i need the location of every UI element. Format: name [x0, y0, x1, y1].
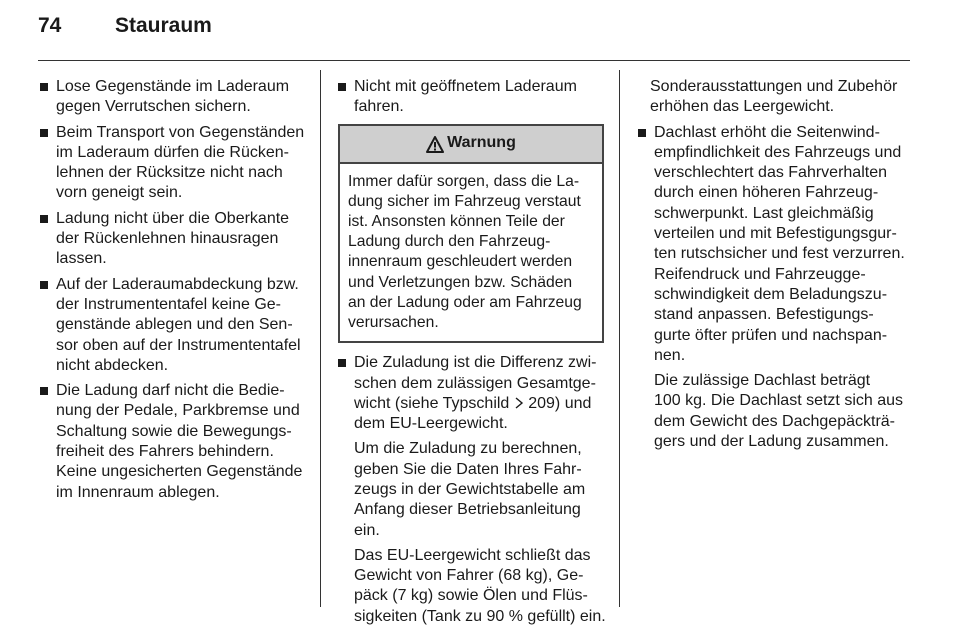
text-line: innenraum geschleudert werden: [348, 253, 573, 271]
page-reference-link[interactable]: 209) und: [523, 394, 592, 412]
paragraph: [636, 371, 916, 452]
text-line: verschlechtert das Fahrverhalten: [654, 164, 887, 182]
bullet-square: [40, 83, 48, 91]
paragraph: [336, 546, 608, 627]
text-line: lassen.: [56, 250, 107, 268]
text-line: dung sicher im Fahrzeug verstaut: [348, 192, 581, 210]
text-line: verteilen und mit Befestigungsgur-: [654, 225, 897, 243]
column-1: [38, 77, 308, 508]
text-line: geben Sie die Daten Ihres Fahr-: [354, 460, 582, 478]
text-line: dem Gewicht des Dachgepäckträ-: [654, 412, 895, 430]
text-line: Nicht mit geöffnetem Laderaum: [354, 78, 577, 95]
list-item: [38, 275, 308, 376]
page-title: Stauraum: [115, 14, 212, 37]
text-line: im Innenraum ablegen.: [56, 483, 220, 501]
text-line: nen.: [654, 346, 686, 364]
text-line: sigkeiten (Tank zu 90 % gefüllt) ein.: [354, 607, 606, 625]
text-line: gers und der Ladung zusammen.: [654, 433, 889, 451]
text-line: päck (7 kg) sowie Ölen und Flüs-: [354, 587, 588, 605]
text-line: erhöhen das Leergewicht.: [650, 98, 835, 116]
text-line: an der Ladung oder am Fahrzeug: [348, 293, 582, 311]
list-item: [336, 77, 608, 118]
list-item: [38, 381, 308, 503]
page-number: 74: [38, 14, 62, 37]
bullet-square: [338, 83, 346, 91]
warning-body: [340, 164, 602, 342]
column-2: [336, 77, 608, 632]
column-3: [636, 77, 916, 457]
text-line: 100 kg. Die Dachlast setzt sich aus: [654, 392, 904, 410]
text-segment: wicht (siehe Typschild: [354, 394, 514, 412]
text-line: ein.: [354, 521, 380, 539]
text-line: schwerpunkt. Last gleichmäßig: [654, 204, 874, 222]
text-line: Keine ungesicherten Gegenstände: [56, 463, 303, 481]
list-item: [636, 123, 916, 367]
text-line: [354, 394, 608, 414]
header-divider: [38, 60, 910, 61]
text-line: Beim Transport von Gegenständen: [56, 123, 305, 141]
text-line: Immer dafür sorgen, dass die La-: [348, 172, 580, 190]
text-line: ten rutschsicher und fest verzurren.: [654, 245, 905, 263]
text-line: verursachen.: [348, 314, 439, 332]
warning-box: [338, 124, 604, 344]
text-line: genstände ablegen und den Sen-: [56, 316, 293, 334]
text-line: gurte öfter prüfen und nachspan-: [654, 326, 888, 344]
bullet-square: [40, 215, 48, 223]
text-line: ist. Ansonsten können Teile der: [348, 213, 565, 230]
text-line: und Verletzungen bzw. Schäden: [348, 273, 573, 291]
column-divider-2: [619, 70, 620, 607]
text-line: gegen Verrutschen sichern.: [56, 98, 251, 116]
text-line: Dachlast erhöht die Seitenwind-: [654, 123, 880, 141]
text-line: Lose Gegenstände im Laderaum: [56, 78, 290, 95]
text-line: stand anpassen. Befestigungs-: [654, 306, 874, 324]
text-line: Die Ladung darf nicht die Bedie-: [56, 382, 285, 400]
text-line: Die zulässige Dachlast beträgt: [654, 372, 871, 390]
text-line: schwindigkeit dem Beladungszu-: [654, 285, 888, 303]
text-line: Gewicht von Fahrer (68 kg), Ge-: [354, 567, 584, 585]
text-line: lehnen der Rücksitze nicht nach: [56, 164, 283, 182]
text-line: zeugs in der Gewichtstabelle am: [354, 481, 586, 498]
bullet-square: [338, 359, 346, 367]
text-line: sor oben auf der Instrumententafel: [56, 336, 301, 354]
paragraph: [336, 439, 608, 540]
warning-triangle-icon: [426, 136, 444, 153]
text-line: der Rückenlehnen hinausragen: [56, 230, 279, 248]
text-line: Sonderausstattungen und Zubehör: [650, 78, 898, 95]
text-line: vorn geneigt sein.: [56, 184, 183, 202]
text-line: empfindlichkeit des Fahrzeugs und: [654, 143, 902, 161]
list-item: [38, 123, 308, 204]
paragraph: [636, 77, 916, 118]
warning-header: [340, 126, 602, 164]
text-line: Reifendruck und Fahrzeugge-: [654, 265, 866, 283]
text-line: der Instrumententafel keine Ge-: [56, 295, 282, 313]
list-item: [38, 77, 308, 118]
text-line: dem EU-Leergewicht.: [354, 415, 508, 433]
list-item: [38, 209, 308, 270]
text-line: Schaltung sowie die Bewegungs-: [56, 422, 292, 440]
bullet-square: [40, 387, 48, 395]
column-divider-1: [320, 70, 321, 607]
text-line: Anfang dieser Betriebsanleitung: [354, 501, 581, 519]
text-line: fahren.: [354, 98, 404, 116]
text-line: Ladung nicht über die Oberkante: [56, 209, 290, 227]
warning-title: Warnung: [447, 134, 516, 152]
text-line: Die Zuladung ist die Differenz zwi-: [354, 354, 597, 372]
text-line: nicht abdecken.: [56, 356, 169, 374]
text-line: Um die Zuladung zu berechnen,: [354, 440, 582, 458]
list-item: [336, 353, 608, 434]
page-reference-arrow-icon: [514, 395, 524, 407]
text-line: Das EU-Leergewicht schließt das: [354, 546, 591, 564]
text-line: im Laderaum dürfen die Rücken-: [56, 143, 290, 161]
text-line: Ladung durch den Fahrzeug-: [348, 233, 551, 251]
bullet-square: [40, 281, 48, 289]
bullet-square: [638, 129, 646, 137]
text-line: Auf der Laderaumabdeckung bzw.: [56, 275, 299, 293]
text-line: schen dem zulässigen Gesamtge-: [354, 374, 596, 392]
text-line: nung der Pedale, Parkbremse und: [56, 402, 300, 420]
text-line: freiheit des Fahrers behindern.: [56, 443, 274, 461]
bullet-square: [40, 129, 48, 137]
text-line: durch einen höheren Fahrzeug-: [654, 184, 879, 202]
